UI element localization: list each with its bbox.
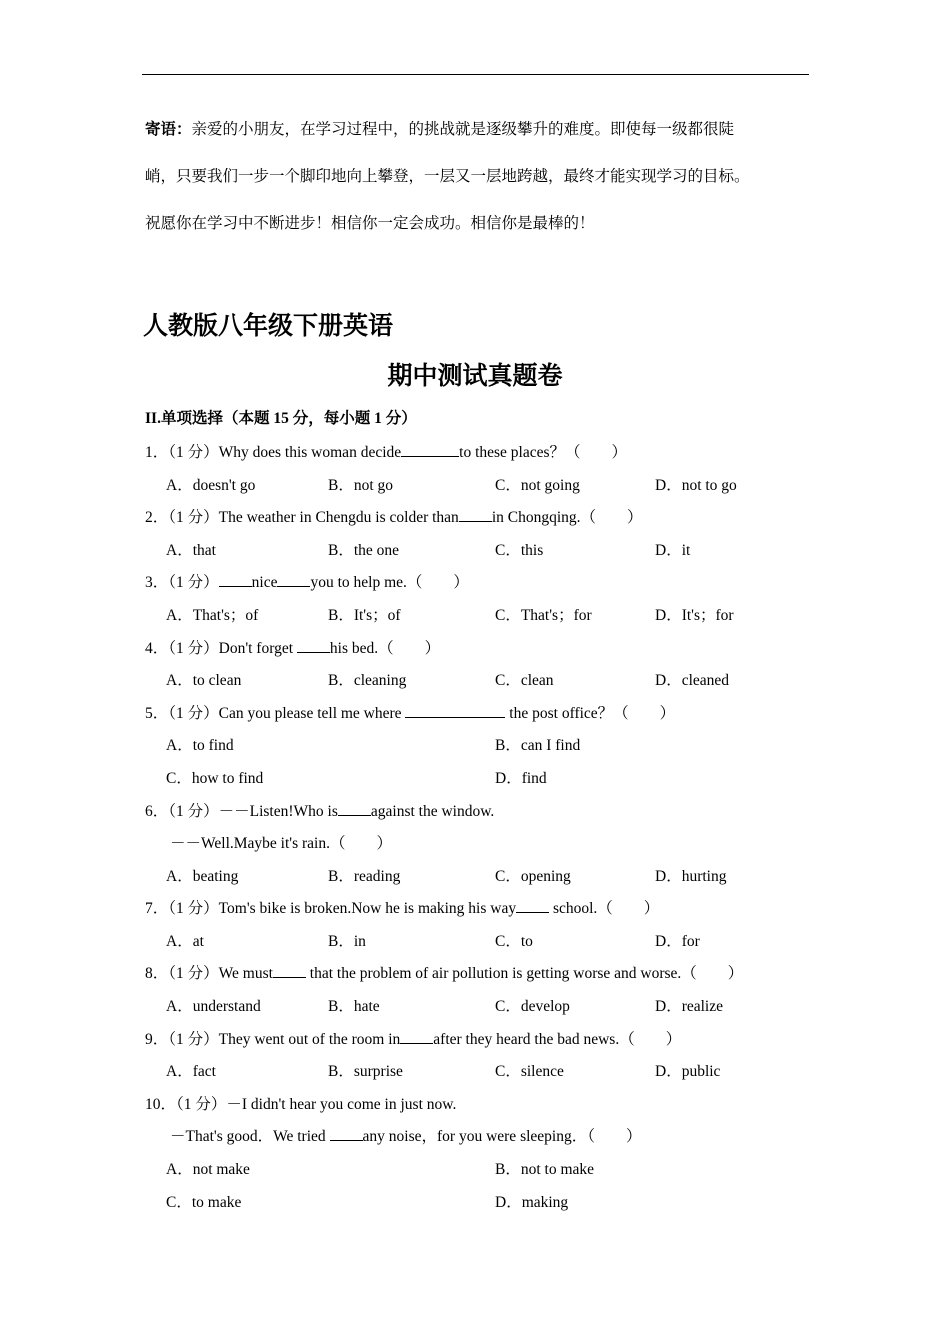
answer-blank bbox=[459, 507, 492, 522]
option-d[interactable]: D．making bbox=[495, 1194, 569, 1211]
option-b[interactable]: B．reading bbox=[328, 868, 401, 885]
question-10: 10．（1 分）－I didn't hear you come in just now. bbox=[145, 1096, 457, 1113]
option-b[interactable]: B．hate bbox=[328, 998, 380, 1015]
option-a[interactable]: A．to clean bbox=[166, 672, 242, 689]
option-b[interactable]: B．It's；of bbox=[328, 607, 401, 624]
message-label: 寄语： bbox=[145, 121, 192, 138]
option-d[interactable]: D．It's；for bbox=[655, 607, 734, 624]
option-b[interactable]: B．not to make bbox=[495, 1161, 595, 1178]
option-b[interactable]: B．in bbox=[328, 933, 366, 950]
option-c[interactable]: C．how to find bbox=[166, 770, 264, 787]
question-3: 3．（1 分） nice you to help me.（ ） bbox=[145, 574, 469, 591]
option-d[interactable]: D．it bbox=[655, 542, 691, 559]
option-a[interactable]: A．fact bbox=[166, 1063, 216, 1080]
option-d[interactable]: D．find bbox=[495, 770, 547, 787]
option-c[interactable]: C．That's；for bbox=[495, 607, 592, 624]
option-c[interactable]: C．develop bbox=[495, 998, 570, 1015]
option-d[interactable]: D．cleaned bbox=[655, 672, 730, 689]
answer-blank bbox=[330, 1126, 363, 1141]
option-d[interactable]: D．for bbox=[655, 933, 700, 950]
option-b[interactable]: B．not go bbox=[328, 477, 394, 494]
option-c[interactable]: C．opening bbox=[495, 868, 571, 885]
question-2: 2．（1 分）The weather in Chengdu is colder than in Chongqing.（ ） bbox=[145, 509, 643, 526]
question-4: 4．（1 分）Don't forget his bed.（ ） bbox=[145, 640, 441, 657]
option-c[interactable]: C．to bbox=[495, 933, 533, 950]
option-c[interactable]: C．this bbox=[495, 542, 544, 559]
option-b[interactable]: B．cleaning bbox=[328, 672, 407, 689]
message-line-1: 寄语：亲爱的小朋友，在学习过程中，的挑战就是逐级攀升的难度。即使每一级都很陡 bbox=[145, 121, 735, 138]
option-c[interactable]: C．silence bbox=[495, 1063, 564, 1080]
question-6: 6．（1 分）－－Listen!Who is against the window. bbox=[145, 803, 495, 820]
answer-blank bbox=[400, 1029, 433, 1044]
option-d[interactable]: D．public bbox=[655, 1063, 721, 1080]
answer-blank bbox=[516, 898, 549, 913]
question-7: 7．（1 分）Tom's bike is broken.Now he is making his way school.（ ） bbox=[145, 900, 660, 917]
answer-blank bbox=[297, 638, 330, 653]
option-b[interactable]: B．the one bbox=[328, 542, 400, 559]
option-b[interactable]: B．surprise bbox=[328, 1063, 403, 1080]
question-9: 9．（1 分）They went out of the room in after they heard the bad news.（ ） bbox=[145, 1031, 682, 1048]
document-title: 人教版八年级下册英语 bbox=[143, 311, 394, 340]
option-a[interactable]: A．that bbox=[166, 542, 216, 559]
option-a[interactable]: A．doesn't go bbox=[166, 477, 256, 494]
answer-blank bbox=[401, 442, 459, 457]
question-8: 8．（1 分）We must that the problem of air pollution is getting worse and worse.（ ） bbox=[145, 965, 744, 982]
option-c[interactable]: C．clean bbox=[495, 672, 554, 689]
section-heading: II.单项选择（本题 15 分，每小题 1 分） bbox=[145, 410, 417, 427]
question-5: 5．（1 分）Can you please tell me where the post office？（ ） bbox=[145, 705, 676, 722]
document-subtitle: 期中测试真题卷 bbox=[387, 361, 563, 390]
option-d[interactable]: D．realize bbox=[655, 998, 723, 1015]
message-line-3: 祝愿你在学习中不断进步！相信你一定会成功。相信你是最棒的！ bbox=[145, 215, 595, 232]
option-b[interactable]: B．can I find bbox=[495, 737, 581, 754]
answer-blank bbox=[277, 572, 310, 587]
answer-blank bbox=[219, 572, 252, 587]
option-a[interactable]: A．beating bbox=[166, 868, 239, 885]
option-a[interactable]: A．to find bbox=[166, 737, 234, 754]
question-10-line-2: －That's good．We tried any noise，for you were sleeping．（ ） bbox=[170, 1128, 642, 1145]
question-1: 1．（1 分）Why does this woman decide to these places？（ ） bbox=[145, 444, 628, 461]
message-line-2: 峭，只要我们一步一个脚印地向上攀登，一层又一层地跨越，最终才能实现学习的目标。 bbox=[145, 168, 750, 185]
answer-blank bbox=[273, 963, 306, 978]
option-c[interactable]: C．to make bbox=[166, 1194, 242, 1211]
option-c[interactable]: C．not going bbox=[495, 477, 580, 494]
header-rule bbox=[142, 74, 809, 75]
answer-blank bbox=[405, 703, 505, 718]
option-a[interactable]: A．at bbox=[166, 933, 204, 950]
option-a[interactable]: A．understand bbox=[166, 998, 261, 1015]
answer-blank bbox=[338, 801, 371, 816]
question-6-line-2: －－Well.Maybe it's rain.（ ） bbox=[170, 835, 392, 852]
option-a[interactable]: A．That's；of bbox=[166, 607, 259, 624]
option-d[interactable]: D．not to go bbox=[655, 477, 737, 494]
option-d[interactable]: D．hurting bbox=[655, 868, 727, 885]
option-a[interactable]: A．not make bbox=[166, 1161, 250, 1178]
